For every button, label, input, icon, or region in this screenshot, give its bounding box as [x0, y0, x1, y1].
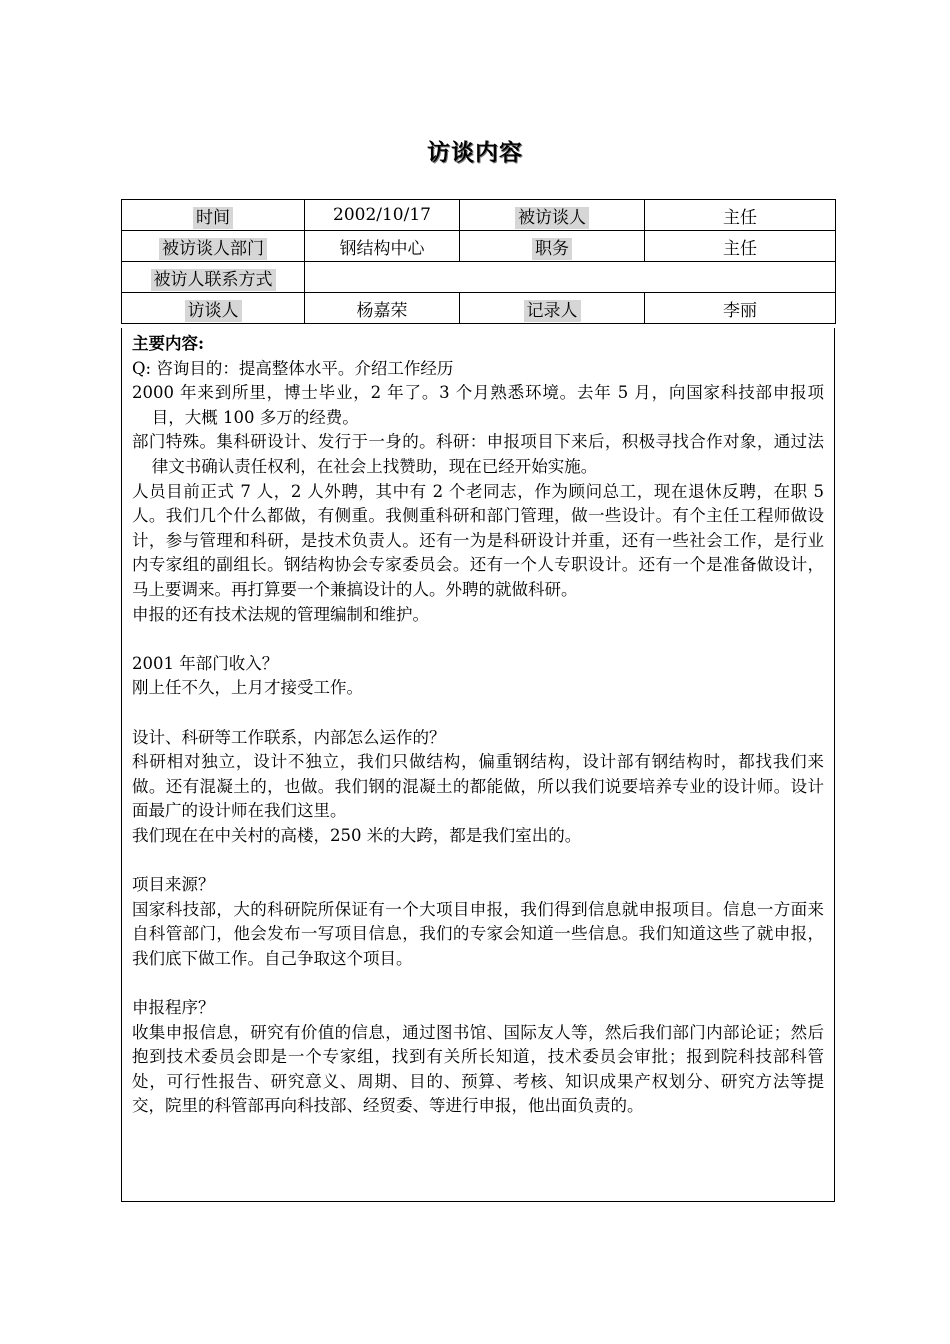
interviewee-label-cell [460, 200, 645, 231]
content-paragraph: 部门特殊。集科研设计、发行于一身的。科研：申报项目下来后，积极寻找合作对象，通过法律文书确认责任权利，在社会上找赞助，现在已经开始实施。 [132, 432, 824, 476]
content-paragraph: 人员目前正式 7 人，2 人外聘，其中有 2 个老同志，作为顾问总工，现在退休反聘，在职 5 人。我们几个什么都做，有侧重。我侧重科研和部门管理，做一些设计。有个主任工程师做设计，参与管理和科研，是技术负责人。还有一为是科研设计并重，还有一些社会工作，是行业内专家组的副组长。钢结构协会专家委员会。还有一个人专职设计。还有一个是准备做设计，马上要调来。再打算要一个兼搞设计的人。外聘的就做科研。 [132, 481, 824, 599]
content-paragraph: 申报的还有技术法规的管理编制和维护。 [132, 604, 429, 624]
blank-line [132, 701, 824, 726]
content-paragraph: 科研相对独立，设计不独立，我们只做结构，偏重钢结构，设计部有钢结构时，都找我们来做。还有混凝土的，也做。我们钢的混凝土的都能做，所以我们说要培养专业的设计师。设计面最广的设计师在我们这里。 [132, 752, 824, 821]
contact-label-cell [122, 262, 305, 293]
department-label: 被访谈人部门 [159, 238, 267, 260]
content-paragraph: 刚上任不久，上月才接受工作。 [132, 678, 363, 698]
position-label: 职务 [532, 238, 572, 260]
interviewer-label-cell [122, 293, 305, 324]
blank-line [132, 848, 824, 873]
department-label-cell [122, 231, 305, 262]
content-paragraph: 收集申报信息，研究有价值的信息，通过图书馆、国际友人等，然后我们部门内部论证；然后抱到技术委员会即是一个专家组，找到有关所长知道，技术委员会审批；报到院科技部科管处，可行性报告、研究意义、周期、目的、预算、考核、知识成果产权划分、研究方法等提交，院里的科管部再向科技部、经贸委、等进行申报，他出面负责的。 [132, 1022, 824, 1116]
time-label: 时间 [193, 207, 233, 229]
page-title: 访谈内容 [427, 140, 523, 166]
recorder-label-cell [460, 293, 645, 324]
main-content-box [121, 328, 835, 1202]
interviewee-label: 被访谈人 [515, 207, 589, 229]
content-paragraph: 我们现在在中关村的高楼，250 米的大跨，都是我们室出的。 [132, 825, 582, 845]
content-paragraph: 项目来源？ [132, 875, 215, 895]
content-paragraph: 设计、科研等工作联系，内部怎么运作的？ [132, 727, 446, 747]
content-paragraph: Q: 咨询目的：提高整体水平。介绍工作经历 [132, 358, 454, 378]
main-content-text [122, 328, 834, 1119]
table-row [122, 262, 836, 293]
content-paragraph: 2000 年来到所里，博士毕业，2 年了。3 个月熟悉环境。去年 5 月，向国家科技部申报项目，大概 100 多万的经费。 [132, 383, 824, 427]
time-value: 2002/10/17 [305, 200, 460, 231]
contact-label: 被访人联系方式 [151, 269, 276, 291]
interview-info-table [121, 199, 836, 324]
recorder-value: 李丽 [645, 293, 836, 324]
table-row [122, 231, 836, 262]
position-label-cell [460, 231, 645, 262]
department-value: 钢结构中心 [305, 231, 460, 262]
recorder-label: 记录人 [524, 300, 581, 322]
content-heading: 主要内容: [132, 334, 205, 353]
content-paragraph: 国家科技部，大的科研院所保证有一个大项目申报，我们得到信息就申报项目。信息一方面来自科管部门，他会发布一写项目信息，我们的专家会知道一些信息。我们知道这些了就申报，我们底下做工作。自己争取这个项目。 [132, 899, 824, 968]
content-paragraph: 申报程序？ [132, 998, 215, 1018]
table-row [122, 293, 836, 324]
time-label-cell [122, 200, 305, 231]
contact-value [305, 262, 836, 293]
interviewer-label: 访谈人 [185, 300, 242, 322]
interviewee-value: 主任 [645, 200, 836, 231]
table-row [122, 200, 836, 231]
position-value: 主任 [645, 231, 836, 262]
blank-line [132, 627, 824, 652]
content-paragraph: 2001 年部门收入？ [132, 653, 279, 673]
interviewer-value: 杨嘉荣 [305, 293, 460, 324]
blank-line [132, 971, 824, 996]
